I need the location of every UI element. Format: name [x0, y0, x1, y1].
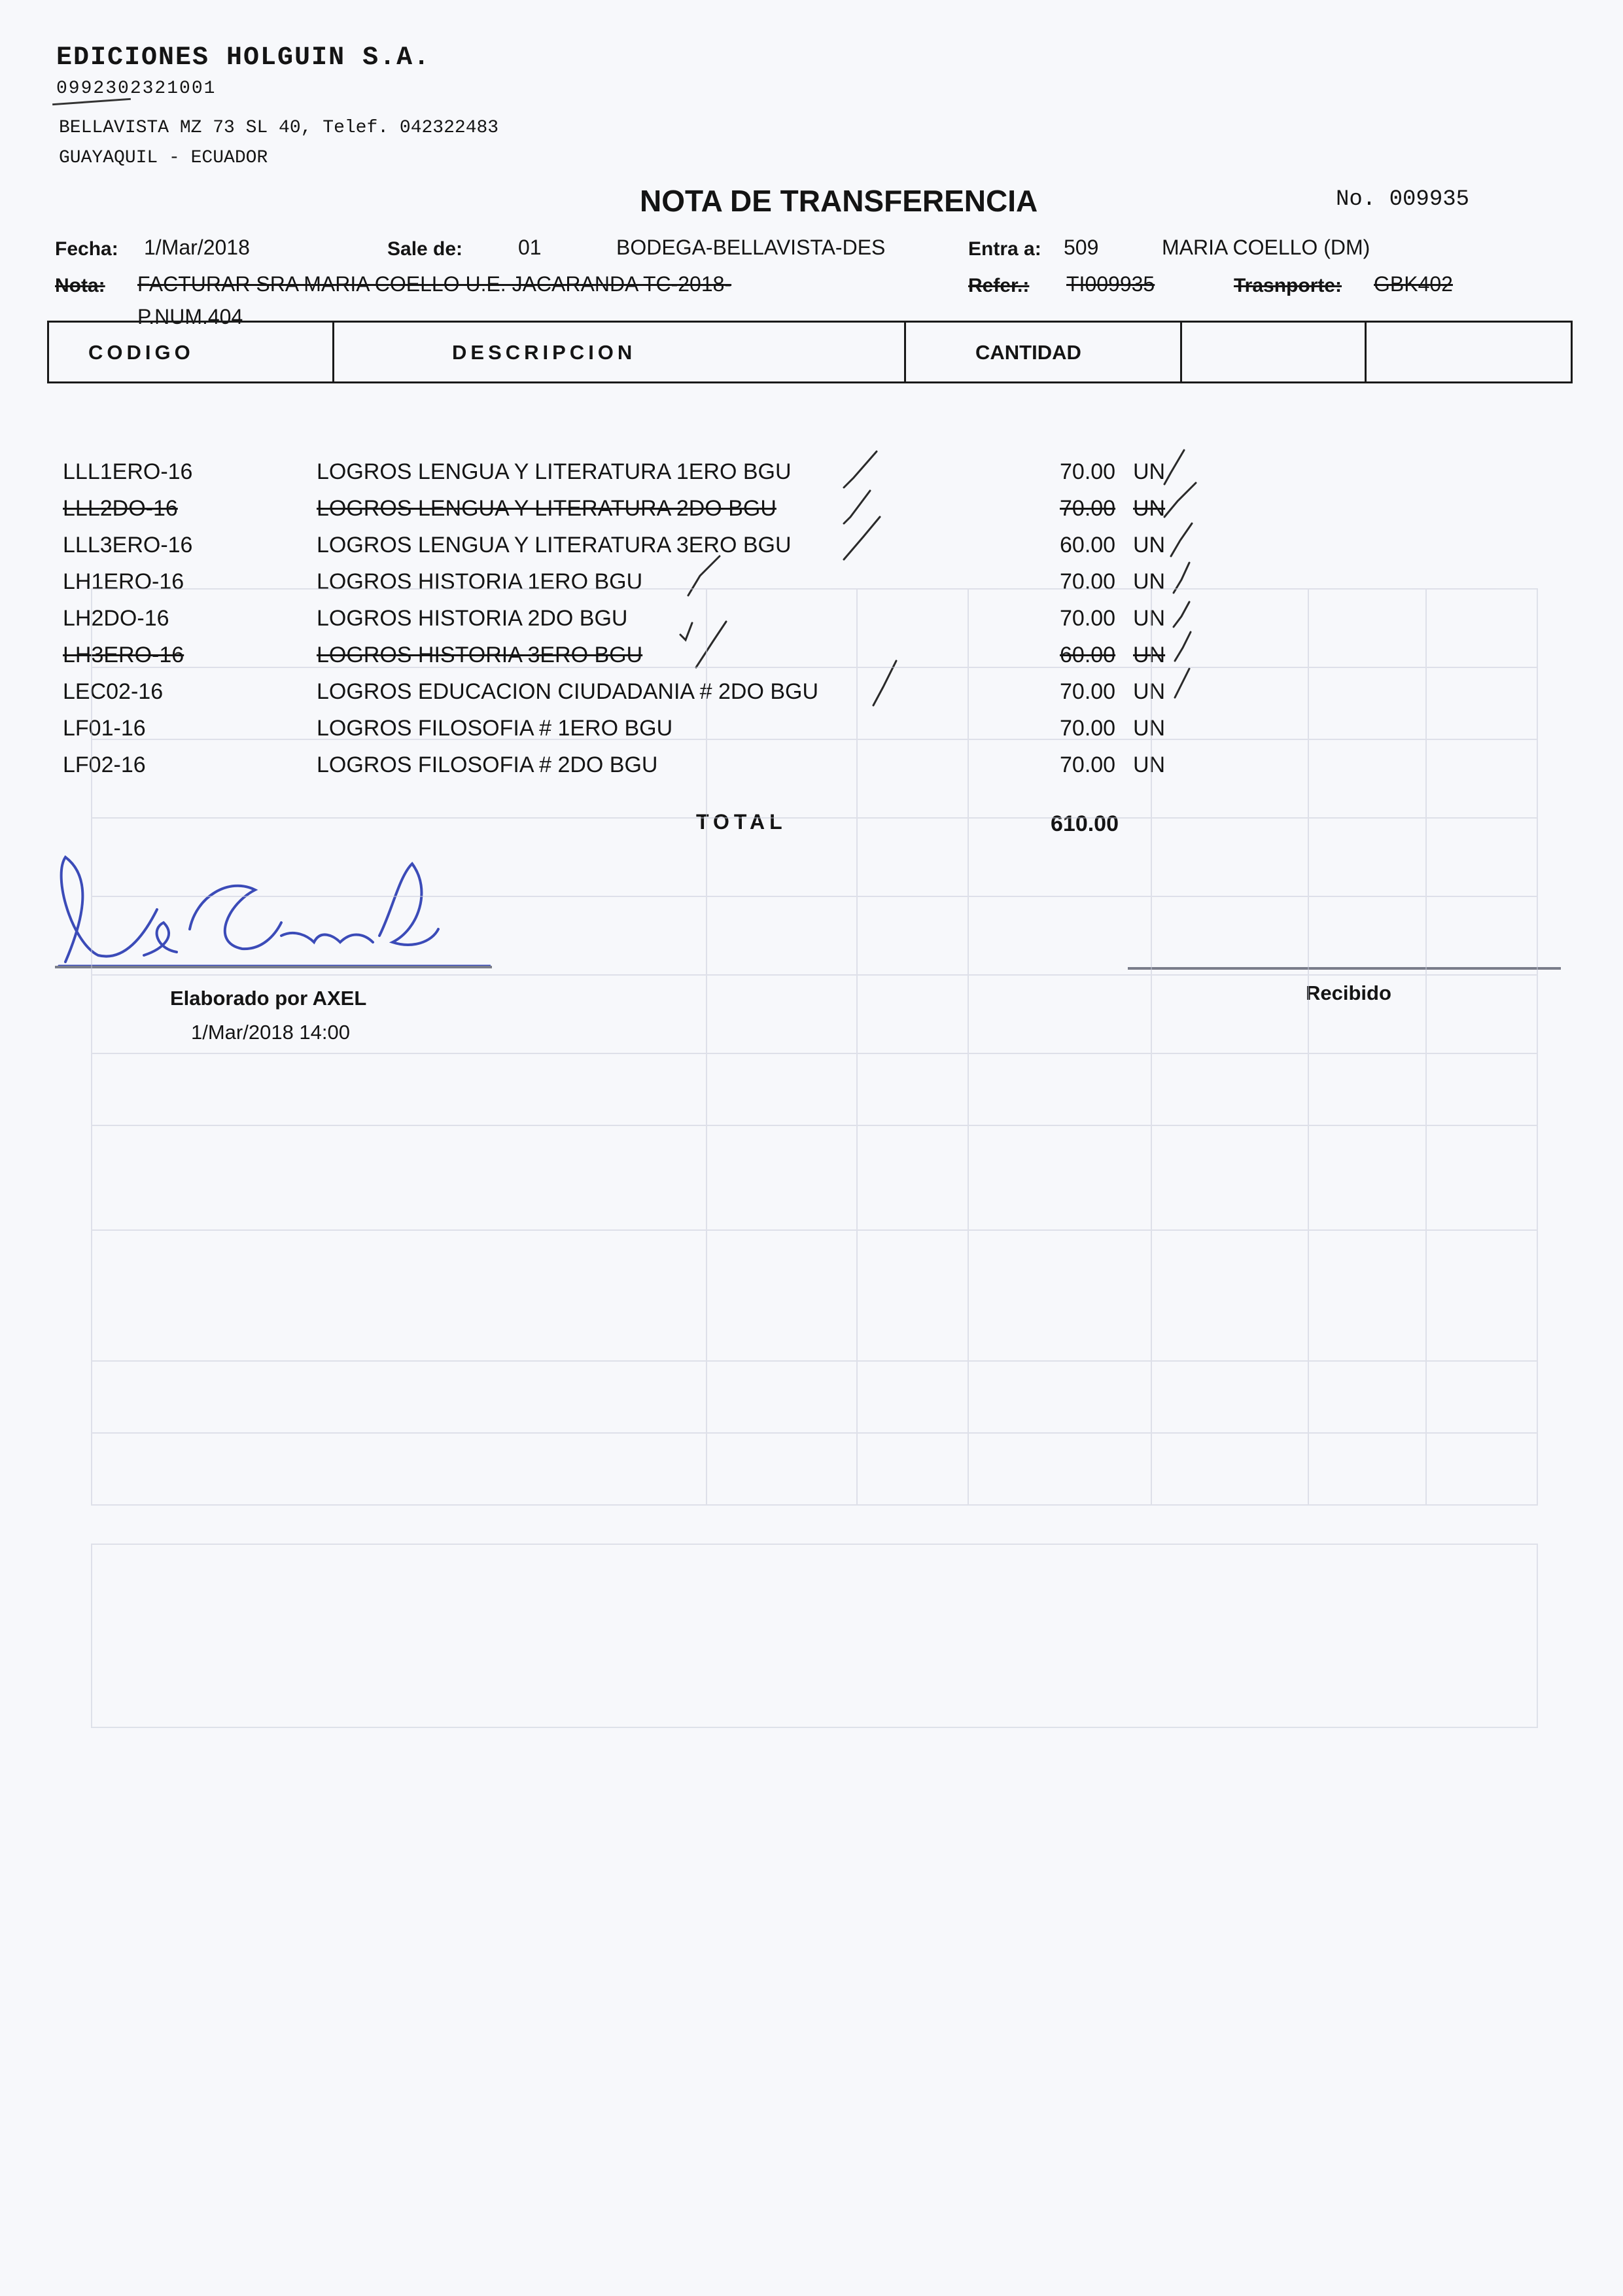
row-quantity: 70.00	[1060, 459, 1116, 484]
transporte-value: GBK402	[1374, 272, 1453, 296]
row-description: LOGROS HISTORIA 1ERO BGU	[317, 569, 643, 594]
row-description: LOGROS HISTORIA 3ERO BGU	[317, 643, 643, 667]
header-codigo-label: CODIGO	[88, 341, 194, 364]
sale-code: 01	[518, 236, 542, 259]
nota-value: FACTURAR SRA MARIA COELLO U.E. JACARANDA TC-2018-	[137, 272, 732, 296]
row-code: LH2DO-16	[63, 606, 169, 631]
row-unit: UN	[1133, 459, 1166, 484]
row-quantity: 70.00	[1060, 606, 1116, 631]
company-address: BELLAVISTA MZ 73 SL 40, Telef. 042322483	[59, 118, 499, 138]
row-description: LOGROS HISTORIA 2DO BGU	[317, 606, 628, 631]
row-code: LH1ERO-16	[63, 569, 184, 594]
row-unit: UN	[1133, 716, 1166, 741]
row-unit: UN	[1133, 533, 1166, 557]
header-cantidad-label: CANTIDAD	[975, 341, 1081, 364]
row-description: LOGROS FILOSOFIA # 2DO BGU	[317, 752, 658, 777]
row-unit: UN	[1133, 569, 1166, 594]
row-quantity: 70.00	[1060, 752, 1116, 777]
row-quantity: 70.00	[1060, 569, 1116, 594]
nota-value-cont: P.NUM.404	[137, 305, 243, 328]
row-quantity: 70.00	[1060, 716, 1116, 741]
refer-value: TI009935	[1066, 272, 1155, 296]
row-quantity: 70.00	[1060, 679, 1116, 704]
refer-label: Refer.:	[968, 275, 1030, 296]
row-unit: UN	[1133, 496, 1166, 521]
elaborado-date: 1/Mar/2018 14:00	[191, 1021, 351, 1044]
header-descripcion-label: DESCRIPCION	[452, 341, 637, 364]
row-code: LLL2DO-16	[63, 496, 178, 521]
entra-label: Entra a:	[968, 238, 1041, 260]
row-quantity: 70.00	[1060, 496, 1116, 521]
sale-label: Sale de:	[387, 238, 463, 260]
row-unit: UN	[1133, 752, 1166, 777]
row-code: LLL1ERO-16	[63, 459, 193, 484]
row-description: LOGROS LENGUA Y LITERATURA 2DO BGU	[317, 496, 777, 521]
elaborado-caption: Elaborado por AXEL	[170, 987, 367, 1010]
nota-label: Nota:	[55, 275, 105, 296]
row-code: LEC02-16	[63, 679, 164, 704]
document-number-label: No.	[1336, 187, 1376, 212]
row-description: LOGROS FILOSOFIA # 1ERO BGU	[317, 716, 673, 741]
row-description: LOGROS EDUCACION CIUDADANIA # 2DO BGU	[317, 679, 819, 704]
row-code: LLL3ERO-16	[63, 533, 193, 557]
row-quantity: 60.00	[1060, 643, 1116, 667]
fecha-label: Fecha:	[55, 238, 118, 260]
transporte-label: Trasnporte:	[1234, 275, 1342, 296]
document-title: NOTA DE TRANSFERENCIA	[640, 184, 1038, 218]
recibido-caption: Recibido	[1306, 981, 1391, 1004]
fecha-value: 1/Mar/2018	[144, 236, 250, 259]
row-unit: UN	[1133, 679, 1166, 704]
row-unit: UN	[1133, 643, 1166, 667]
company-name: EDICIONES HOLGUIN S.A.	[56, 43, 431, 73]
entra-code: 509	[1064, 236, 1099, 259]
sale-name: BODEGA-BELLAVISTA-DES	[616, 236, 886, 259]
row-quantity: 60.00	[1060, 533, 1116, 557]
row-unit: UN	[1133, 606, 1166, 631]
document-number-value: 009935	[1389, 187, 1470, 212]
row-description: LOGROS LENGUA Y LITERATURA 3ERO BGU	[317, 533, 792, 557]
row-code: LF01-16	[63, 716, 146, 741]
company-ruc: 0992302321001	[56, 79, 217, 99]
row-code: LF02-16	[63, 752, 146, 777]
total-label: TOTAL	[696, 810, 787, 834]
row-code: LH3ERO-16	[63, 643, 184, 667]
total-value: 610.00	[1051, 811, 1119, 836]
company-city: GUAYAQUIL - ECUADOR	[59, 148, 268, 168]
row-description: LOGROS LENGUA Y LITERATURA 1ERO BGU	[317, 459, 792, 484]
entra-name: MARIA COELLO (DM)	[1162, 236, 1370, 259]
